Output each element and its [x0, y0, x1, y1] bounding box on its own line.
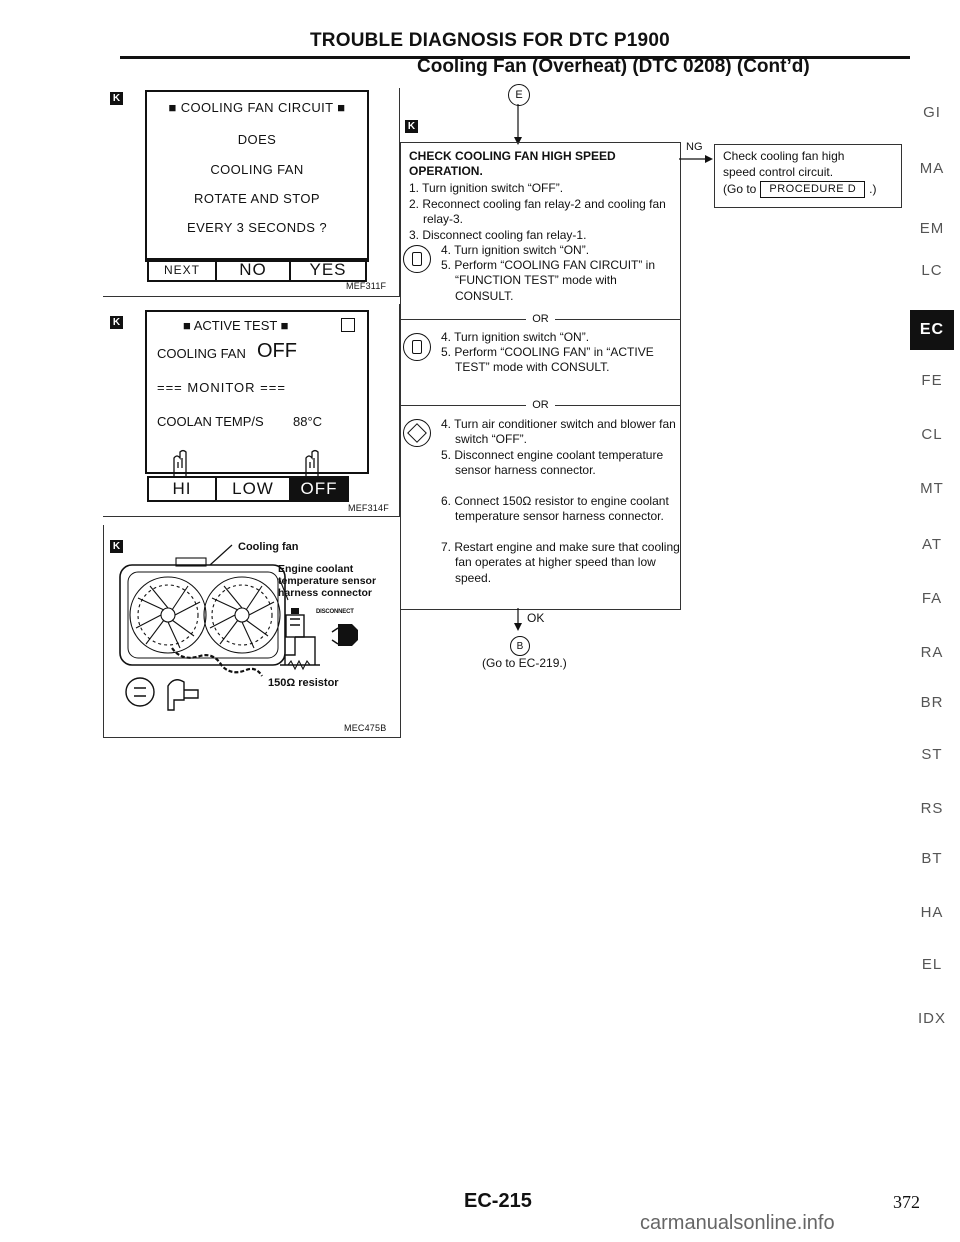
cooling-fan-label: COOLING FAN	[157, 346, 246, 361]
ok-label: OK	[527, 611, 545, 625]
tab-gi[interactable]: GI	[923, 104, 941, 121]
page-code: EC-215	[464, 1190, 532, 1212]
tab-ec[interactable]: EC	[910, 310, 954, 350]
page-subtitle: Cooling Fan (Overheat) (DTC 0208) (Cont’d)	[417, 56, 810, 77]
screen-checkbox[interactable]	[341, 318, 355, 332]
screen1-line: COOLING FAN	[210, 162, 304, 177]
tab-cl[interactable]: CL	[921, 426, 943, 443]
step-heading: CHECK COOLING FAN HIGH SPEED OPERATION.	[409, 149, 616, 179]
step-item: 5. Disconnect engine coolant temperature sensor harness connector.	[441, 448, 664, 478]
section-marker: K	[110, 540, 123, 553]
yes-button[interactable]: YES	[289, 258, 367, 282]
page-number: 372	[893, 1192, 920, 1212]
tab-st[interactable]: ST	[921, 746, 943, 763]
flow-connector-bottom: B	[510, 636, 530, 656]
tab-idx[interactable]: IDX	[917, 1010, 946, 1027]
tab-mt[interactable]: MT	[920, 480, 944, 497]
ok-arrow	[512, 608, 524, 632]
section-marker: K	[405, 120, 418, 133]
finger-icon	[306, 451, 318, 477]
section-marker: K	[110, 92, 123, 105]
page-title: TROUBLE DIAGNOSIS FOR DTC P1900	[310, 30, 670, 51]
step-item: 4. Turn air conditioner switch and blower fan switch “OFF”.	[441, 417, 676, 447]
or-divider: OR	[401, 313, 680, 325]
screen1-line: ROTATE AND STOP	[194, 191, 320, 206]
cooling-fan-callout: Cooling fan	[238, 541, 299, 553]
or-divider: OR	[401, 399, 680, 411]
tab-ma[interactable]: MA	[919, 160, 945, 177]
step-item: 2. Reconnect cooling fan relay-2 and cooling fan relay-3.	[409, 197, 666, 227]
screen1-line: ■ COOLING FAN CIRCUIT ■	[168, 100, 346, 115]
tab-el[interactable]: EL	[921, 956, 943, 973]
low-button[interactable]: LOW	[215, 476, 291, 502]
coolant-temp-label: COOLAN TEMP/S	[157, 414, 264, 429]
figure1-screen	[145, 90, 369, 262]
flow-connector-top: E	[508, 84, 530, 106]
consult-icon	[403, 245, 431, 273]
finger-icon	[174, 451, 186, 477]
coolant-temp-value: 88°C	[293, 414, 323, 429]
monitor-label: === MONITOR ===	[157, 380, 286, 395]
step-item: 7. Restart engine and make sure that cooling fan operates at higher speed than low speed.	[441, 540, 680, 585]
tab-fe[interactable]: FE	[921, 372, 943, 389]
flow-arrow-down	[512, 104, 524, 146]
no-tools-icon	[403, 419, 431, 447]
ng-text: speed control circuit.	[723, 165, 834, 179]
finger-icons	[168, 448, 368, 478]
tab-at[interactable]: AT	[921, 536, 943, 553]
watermark: carmanualsonline.info	[640, 1212, 835, 1234]
step-item: 5. Perform “COOLING FAN” in “ACTIVE TEST” mode with CONSULT.	[441, 345, 654, 375]
consult-icon	[403, 333, 431, 361]
figure1-code: MEF311F	[346, 281, 387, 291]
ok-goto[interactable]: (Go to EC-219.)	[482, 656, 567, 670]
ng-result-box	[714, 144, 902, 208]
tab-em[interactable]: EM	[919, 220, 945, 237]
no-button[interactable]: NO	[215, 258, 291, 282]
hi-button[interactable]: HI	[147, 476, 217, 502]
tab-lc[interactable]: LC	[921, 262, 943, 279]
figure3-code: MEC475B	[344, 723, 387, 733]
check-step-box	[400, 142, 681, 610]
step-item: 3. Disconnect cooling fan relay-1.	[409, 228, 587, 242]
step-item: 5. Perform “COOLING FAN CIRCUIT” in “FUNCTION TEST” mode with CONSULT.	[441, 258, 656, 303]
tab-fa[interactable]: FA	[921, 590, 943, 607]
step-item: 4. Turn ignition switch “ON”.	[441, 243, 590, 257]
next-button[interactable]: NEXT	[147, 258, 217, 282]
resistor-callout: 150Ω resistor	[268, 677, 339, 689]
disconnect-callout: DISCONNECT	[316, 609, 354, 615]
ng-goto: (Go to PROCEDURE D .)	[723, 181, 877, 198]
ng-arrow	[679, 152, 715, 166]
tab-ha[interactable]: HA	[920, 904, 944, 921]
sensor-connector-callout: Engine coolant temperature sensor harness connector	[278, 563, 377, 599]
screen1-line: DOES	[237, 132, 277, 147]
ng-label: NG	[686, 141, 703, 153]
procedure-d-link[interactable]: PROCEDURE D	[760, 181, 865, 198]
section-marker: K	[110, 316, 123, 329]
tab-bt[interactable]: BT	[921, 850, 943, 867]
cooling-fan-state: OFF	[257, 340, 297, 362]
active-test-header: ■ ACTIVE TEST ■	[183, 318, 289, 333]
tab-ra[interactable]: RA	[920, 644, 944, 661]
screen1-line: EVERY 3 SECONDS ?	[187, 220, 327, 235]
figure2-code: MEF314F	[348, 503, 389, 513]
off-button[interactable]: OFF	[289, 476, 349, 502]
step-item: 6. Connect 150Ω resistor to engine coolant temperature sensor harness connector.	[441, 494, 669, 524]
tab-rs[interactable]: RS	[920, 800, 944, 817]
ng-text: Check cooling fan high	[723, 149, 845, 163]
step-item: 4. Turn ignition switch “ON”.	[441, 330, 590, 344]
step-item: 1. Turn ignition switch “OFF”.	[409, 181, 564, 195]
tab-br[interactable]: BR	[920, 694, 944, 711]
